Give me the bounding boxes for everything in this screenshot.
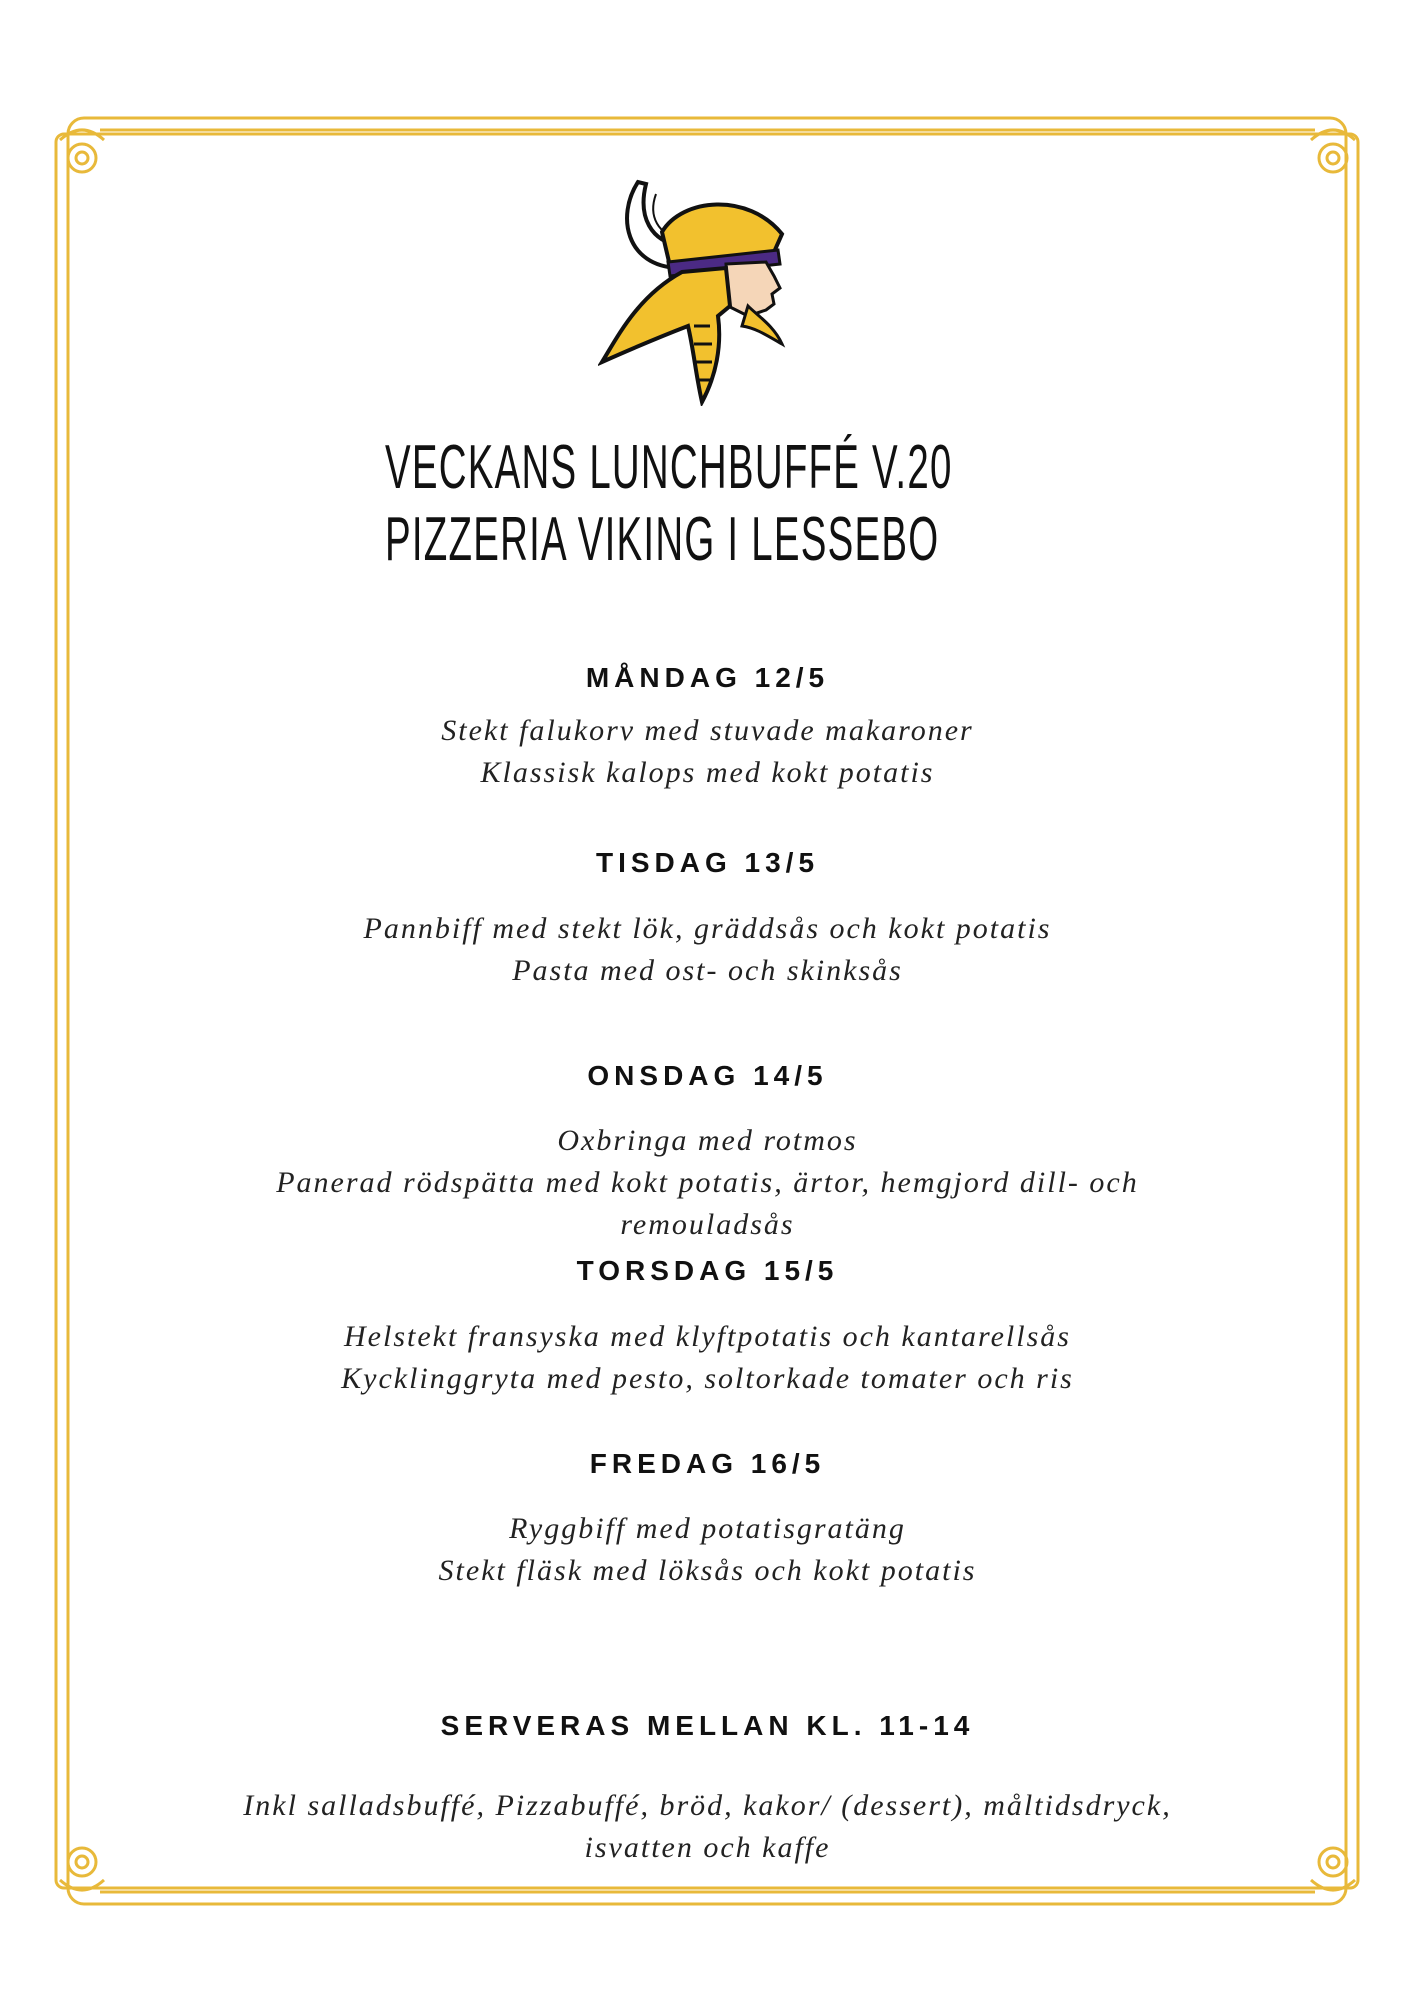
day-heading-friday: FREDAG 16/5 (589, 1448, 826, 1479)
dish-item: Stekt falukorv med stuvade makaroner (441, 714, 974, 747)
dish-item: Oxbringa med rotmos (557, 1124, 858, 1157)
dish-item: remouladsås (620, 1208, 795, 1241)
viking-logo-icon (598, 176, 833, 406)
dish-item: Stekt fläsk med löksås och kokt potatis (438, 1554, 977, 1587)
menu-title (385, 432, 953, 576)
day-heading-wednesday: ONSDAG 14/5 (587, 1060, 828, 1091)
dish-item: Pannbiff med stekt lök, gräddsås och kokt potatis (363, 912, 1052, 945)
dish-item: Panerad rödspätta med kokt potatis, ärtor, hemgjord dill- och (276, 1166, 1139, 1199)
dish-item: Klassisk kalops med kokt potatis (480, 756, 935, 789)
dishes-thursday (0, 1316, 1415, 1400)
dishes-tuesday (0, 908, 1415, 992)
dishes-friday (0, 1508, 1415, 1592)
day-heading-monday: MÅNDAG 12/5 (585, 662, 830, 693)
corner-ornament-bottom-right (1311, 1848, 1355, 1890)
inclusions-note (170, 1785, 1245, 1869)
dish-item: Ryggbiff med potatisgratäng (509, 1512, 906, 1545)
day-heading-tuesday: TISDAG 13/5 (595, 847, 820, 878)
corner-ornament-top-right (1311, 130, 1355, 172)
day-heading-thursday: TORSDAG 15/5 (576, 1255, 839, 1286)
inclusions-line-1: Inkl salladsbuffé, Pizzabuffé, bröd, kakor/ (dessert), måltidsdryck, (243, 1789, 1172, 1822)
dishes-wednesday (0, 1120, 1415, 1246)
serving-hours-heading: SERVERAS MELLAN KL. 11-14 (440, 1710, 975, 1741)
dishes-monday (0, 710, 1415, 794)
title-line-2: PIZZERIA VIKING I LESSEBO (385, 505, 940, 574)
dish-item: Pasta med ost- och skinksås (512, 954, 903, 987)
dish-item: Helstekt fransyska med klyftpotatis och kantarellsås (344, 1320, 1071, 1353)
inclusions-line-2: isvatten och kaffe (584, 1831, 831, 1864)
dish-item: Kycklinggryta med pesto, soltorkade tomater och ris (341, 1362, 1074, 1395)
title-line-1: VECKANS LUNCHBUFFÉ V.20 (385, 433, 953, 502)
